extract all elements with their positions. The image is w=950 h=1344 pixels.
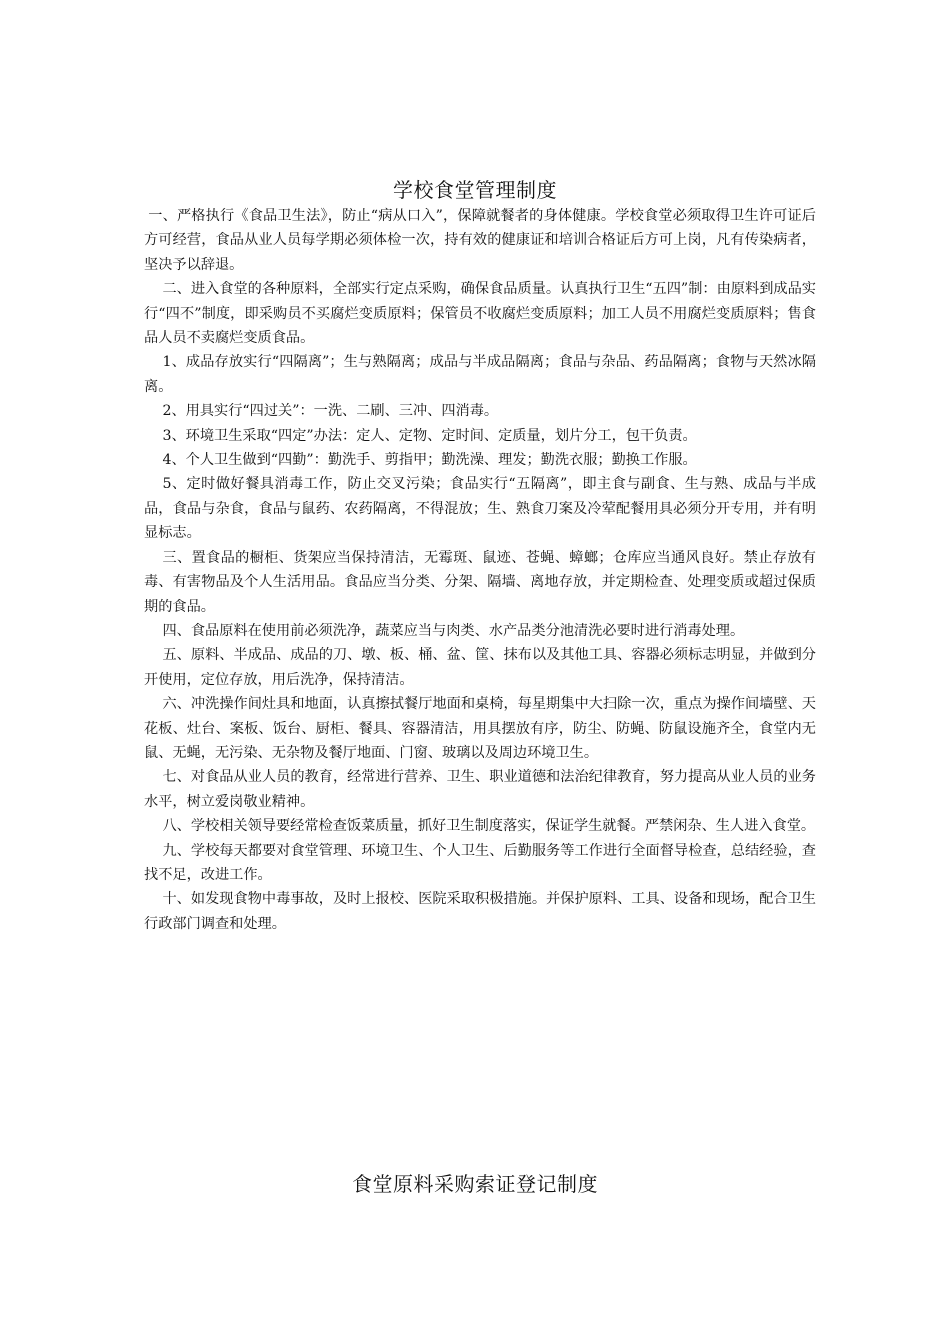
paragraph-15: 十、如发现食物中毒事故，及时上报校、医院采取积极措施。并保护原料、工具、设备和现场，配合卫生行政部门调查和处理。 bbox=[144, 891, 816, 932]
next-section-title: 食堂原料采购索证登记制度 bbox=[352, 1172, 598, 1196]
document-body bbox=[144, 204, 816, 936]
document-title: 学校食堂管理制度 bbox=[393, 178, 557, 202]
paragraph-12: 七、对食品从业人员的教育，经常进行营养、卫生、职业道德和法治纪律教育，努力提高从业人员的业务水平，树立爱岗敬业精神。 bbox=[144, 769, 816, 810]
paragraph-1: 一、严格执行《食品卫生法》，防止“病从口入”，保障就餐者的身体健康。学校食堂必须取得卫生许可证后方可经营，食品从业人员每学期必须体检一次，持有效的健康证和培训合格证后方可上岗，凡有传染病者，坚决予以辞退。 bbox=[144, 208, 816, 273]
paragraph-10: 五、原料、半成品、成品的刀、墩、板、桶、盆、筐、抹布以及其他工具、容器必须标志明显，并做到分开使用，定位存放，用后洗净，保持清洁。 bbox=[144, 647, 816, 688]
paragraph-7: 5、定时做好餐具消毒工作，防止交叉污染；食品实行“五隔离”，即主食与副食、生与熟、成品与半成品，食品与杂食，食品与鼠药、农药隔离，不得混放；生、熟食刀案及冷荤配餐用具必须分开专用，并有明显标志。 bbox=[144, 476, 816, 542]
paragraph-9: 四、食品原料在使用前必须洗净，蔬菜应当与肉类、水产品类分池清洗必要时进行消毒处理。 bbox=[162, 622, 745, 639]
paragraph-3: 1、成品存放实行“四隔离”；生与熟隔离；成品与半成品隔离；食品与杂品、药品隔离；食物与天然冰隔离。 bbox=[144, 354, 816, 395]
paragraph-5: 3、环境卫生采取“四定”办法：定人、定物、定时间、定质量，划片分工，包干负责。 bbox=[162, 427, 697, 444]
paragraph-14: 九、学校每天都要对食堂管理、环境卫生、个人卫生、后勤服务等工作进行全面督导检查，总结经验，查找不足，改进工作。 bbox=[144, 842, 816, 883]
paragraph-6: 4、个人卫生做到“四勤”：勤洗手、剪指甲；勤洗澡、理发；勤洗衣服；勤换工作服。 bbox=[162, 452, 697, 469]
paragraph-11: 六、冲洗操作间灶具和地面，认真擦拭餐厅地面和桌椅，每星期集中大扫除一次，重点为操作间墙壁、天花板、灶台、案板、饭台、厨柜、餐具、容器清洁，用具摆放有序，防尘、防蝇、防鼠设施齐全，食堂内无鼠、无蝇，无污染、无杂物及餐厅地面、门窗、玻璃以及周边环境卫生。 bbox=[144, 696, 816, 761]
paragraph-13: 八、学校相关领导要经常检查饭菜质量，抓好卫生制度落实，保证学生就餐。严禁闲杂、生人进入食堂。 bbox=[162, 818, 816, 835]
paragraph-2: 二、进入食堂的各种原料，全部实行定点采购，确保食品质量。认真执行卫生“五四”制：由原料到成品实行“四不”制度，即采购员不买腐烂变质原料；保管员不收腐烂变质原料；加工人员不用腐烂变质原料；售食品人员不卖腐烂变质食品。 bbox=[144, 281, 816, 347]
paragraph-4: 2、用具实行“四过关”：一洗、二刷、三冲、四消毒。 bbox=[162, 403, 499, 420]
paragraph-8: 三、置食品的橱柜、货架应当保持清洁，无霉斑、鼠迹、苍蝇、蟑螂；仓库应当通风良好。禁止存放有毒、有害物品及个人生活用品。食品应当分类、分架、隔墙、离地存放，并定期检查、处理变质或超过保质期的食品。 bbox=[144, 549, 816, 615]
